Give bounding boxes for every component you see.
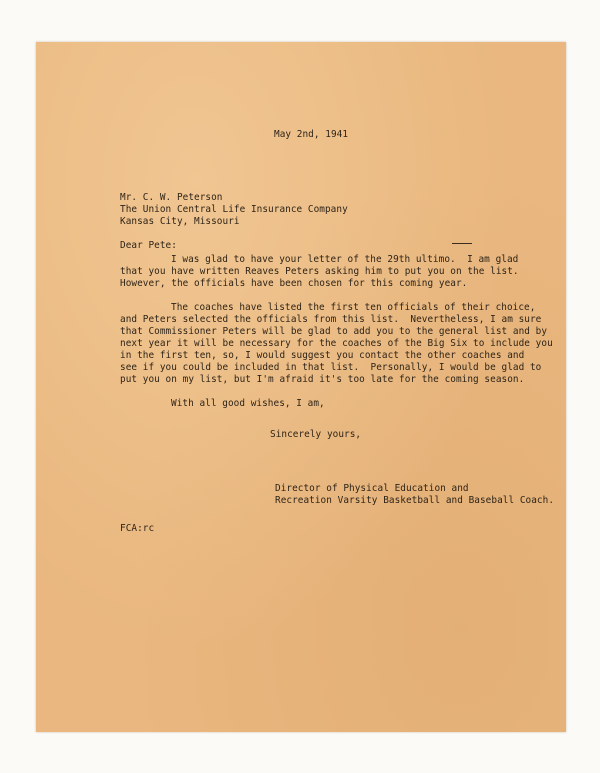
signature-title-line: Director of Physical Education and	[275, 483, 469, 494]
paragraph2-line: next year it will be necessary for the coaches of the Big Six to include you	[120, 338, 553, 349]
reference-initials: FCA:rc	[120, 523, 155, 534]
margin-dash-mark	[452, 243, 472, 244]
letter-date: May 2nd, 1941	[274, 129, 349, 140]
paragraph1-line: that you have written Reaves Peters asking him to put you on the list.	[120, 266, 519, 277]
paragraph1-line: However, the officials have been chosen for this coming year.	[120, 278, 468, 289]
letter-sheet	[36, 42, 566, 732]
paragraph2-line: The coaches have listed the first ten officials of their choice,	[171, 302, 536, 313]
closing-line: With all good wishes, I am,	[171, 398, 325, 409]
paragraph2-line: and Peters selected the officials from this list. Nevertheless, I am sure	[120, 314, 542, 325]
salutation: Dear Pete:	[120, 240, 177, 251]
recipient-city: Kansas City, Missouri	[120, 216, 240, 227]
paragraph2-line: in the first ten, so, I would suggest you contact the other coaches and	[120, 350, 525, 361]
paragraph2-line: see if you could be included in that list. Personally, I would be glad to	[120, 362, 542, 373]
recipient-name: Mr. C. W. Peterson	[120, 192, 223, 203]
paragraph2-line: put you on my list, but I'm afraid it's too late for the coming season.	[120, 374, 525, 385]
complimentary-close: Sincerely yours,	[270, 429, 362, 440]
signature-title-line: Recreation Varsity Basketball and Baseball Coach.	[275, 495, 555, 506]
paragraph1-line: I was glad to have your letter of the 29th ultimo. I am glad	[171, 254, 519, 265]
recipient-company: The Union Central Life Insurance Company	[120, 204, 348, 215]
paragraph2-line: that Commissioner Peters will be glad to add you to the general list and by	[120, 326, 548, 337]
